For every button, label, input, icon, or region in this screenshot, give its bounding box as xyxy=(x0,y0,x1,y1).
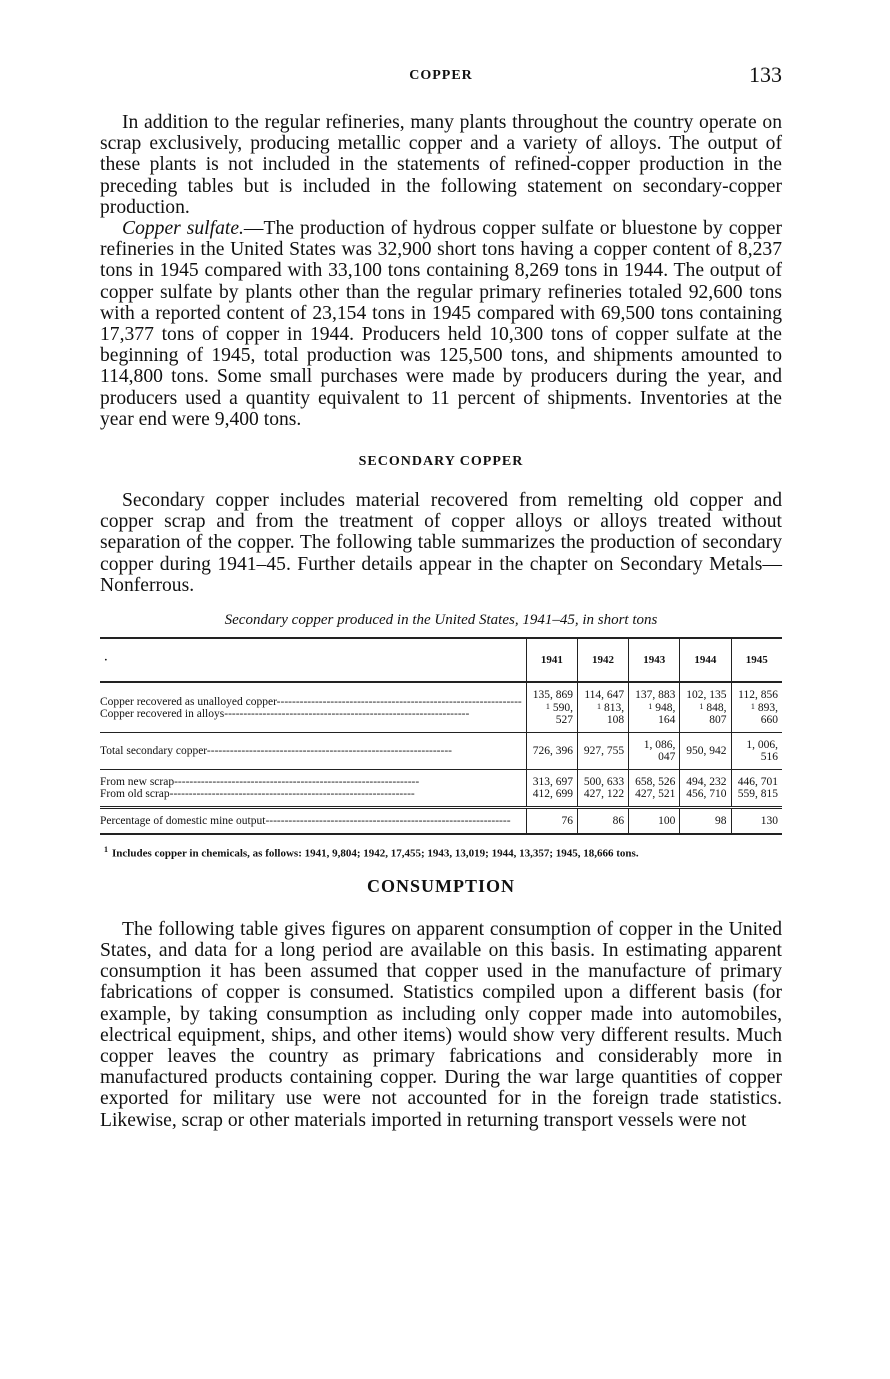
footnote-marker: 1 xyxy=(597,702,602,712)
row-label: From new scrap xyxy=(100,776,175,789)
row-label: Total secondary copper xyxy=(100,745,207,758)
table-cell: 427, 521 xyxy=(635,788,676,801)
table-cell: 1, 006, 516 xyxy=(731,733,782,770)
heading-consumption: CONSUMPTION xyxy=(366,875,515,896)
page-number: 133 xyxy=(749,62,782,87)
footnote-marker: 1 xyxy=(648,702,653,712)
heading-secondary-copper: SECONDARY COPPER xyxy=(358,454,524,470)
table-cell: 950, 942 xyxy=(680,733,731,770)
table-cell: 948, 164 xyxy=(655,702,676,727)
table-cell: 114, 647 xyxy=(584,689,625,702)
table-footnote xyxy=(100,845,782,860)
document-page xyxy=(100,62,782,1131)
table-cell: 893, 660 xyxy=(757,702,778,727)
year-header: 1943 xyxy=(629,638,680,682)
row-label: Copper recovered as unalloyed copper xyxy=(100,695,277,708)
table-cell: 813, 108 xyxy=(604,702,625,727)
table-cell: 86 xyxy=(577,808,628,835)
paragraph-refineries: In addition to the regular refineries, many plants throughout the country operate on scrap exclusively, producing metallic copper and a variety of alloys. The output of these plants is not included in the statements of refined-copper production in the preceding tables but is included in the following statement on secondary-copper production. xyxy=(100,112,782,218)
table-caption: Secondary copper produced in the United States, 1941–45, in short tons xyxy=(224,612,658,629)
footnote-marker: 1 xyxy=(699,702,704,712)
table-cell: 412, 699 xyxy=(532,788,573,801)
table-cell: 590, 527 xyxy=(552,702,573,727)
table-cell: 112, 856 xyxy=(738,689,778,702)
footnote-marker: 1 xyxy=(545,702,550,712)
year-header: 1942 xyxy=(577,638,628,682)
secondary-copper-table xyxy=(100,637,782,835)
table-row-recovered: Copper recovered as unalloyed copper---------------------------------------------------------------- Copper recovered in alloys---------------------------------------------------------------- 135, 869 $^1$ 590, 527 114, 647 $^1$ 813, 108 137, 883 $^1$ 948, 164 102, 135 $^1$ 848, 807 112, 856 $^1$ 893, 660 xyxy=(100,682,782,733)
table-row-scrap: From new scrap---------------------------------------------------------------- From old scrap---------------------------------------------------------------- 313, 697 412, 699 500, 633 427, 122 658, 526 427, 521 494, 232 456, 710 446, 701 559, 815 xyxy=(100,770,782,808)
footnote-marker: 1 xyxy=(750,702,755,712)
table-cell: 76 xyxy=(526,808,577,835)
table-cell: 726, 396 xyxy=(526,733,577,770)
table-cell: 848, 807 xyxy=(706,702,727,727)
year-header: 1945 xyxy=(731,638,782,682)
table-cell: 313, 697 xyxy=(532,776,573,789)
table-cell: 98 xyxy=(680,808,731,835)
running-title: COPPER xyxy=(409,68,473,83)
table-cell: 135, 869 xyxy=(532,689,573,702)
table-cell: 494, 232 xyxy=(686,776,727,789)
table-cell: 927, 755 xyxy=(577,733,628,770)
table-cell: 446, 701 xyxy=(737,776,778,789)
table-cell: 130 xyxy=(731,808,782,835)
table-cell: 1, 086, 047 xyxy=(629,733,680,770)
footnote-text: Includes copper in chemicals, as follows: 1941, 9,804; 1942, 17,455; 1943, 13,019; 1944, 13,357; 1945, 18,666 tons. xyxy=(112,847,639,860)
row-label: Percentage of domestic mine output xyxy=(100,815,266,828)
paragraph-consumption: The following table gives figures on apparent consumption of copper in the United States, and data for a long period are available on this basis. In estimating apparent consumption it has been assumed that copper used in the manufacture of primary fabrications of copper is consumed. Statistics compiled upon a different basis (for example, by taking consumption as including only copper made into automobiles, electrical equipment, ships, and other items) would show very different results. Much copper leaves the country as primary fabrications and considerably more in manufactured products containing copper. During the war large quantities of copper exported for military use were not accounted for in the foreign trade statistics. Likewise, scrap or other materials imported in returning transport vessels were not xyxy=(100,918,782,1131)
row-label: Copper recovered in alloys xyxy=(100,707,225,720)
table-cell: 500, 633 xyxy=(583,776,625,789)
running-head xyxy=(100,62,782,92)
year-header: 1944 xyxy=(680,638,731,682)
year-header: 1941 xyxy=(526,638,577,682)
table-header-row xyxy=(100,638,782,682)
copper-sulfate-lead: Copper sulfate. xyxy=(122,218,244,240)
table-row-percentage: Percentage of domestic mine output---------------------------------------------------------------- 76 86 100 98 130 xyxy=(100,808,782,835)
paragraph-secondary-copper: Secondary copper includes material recovered from remelting old copper and copper scrap and from the treatment of copper alloys or alloys treated without separation of the copper. The following table summarizes the production of secondary copper during 1941–45. Further details appear in the chapter on Secondary Metals—Nonferrous. xyxy=(100,490,782,596)
table-row-total: Total secondary copper---------------------------------------------------------------- 726, 396 927, 755 1, 086, 047 950, 942 1, 006, 516 xyxy=(100,733,782,770)
footnote-marker: 1 xyxy=(104,845,108,855)
stub-header: · xyxy=(100,638,526,682)
row-label: From old scrap xyxy=(100,788,170,801)
paragraph-copper-sulfate xyxy=(100,218,782,430)
table-cell: 456, 710 xyxy=(686,788,727,801)
table-cell: 658, 526 xyxy=(635,776,676,789)
table-cell: 427, 122 xyxy=(583,788,625,801)
table-cell: 102, 135 xyxy=(686,689,727,702)
table-cell: 137, 883 xyxy=(635,689,676,702)
table-cell: 559, 815 xyxy=(737,788,778,801)
table-cell: 100 xyxy=(629,808,680,835)
copper-sulfate-text: —The production of hydrous copper sulfate or bluestone by copper refineries in the United States was 32,900 short tons having a copper content of 8,237 tons in 1945 compared with 33,100 tons containing 8,269 tons in 1944. The output of copper sulfate by plants other than the regular primary refineries totaled 92,600 tons with a reported content of 23,154 tons in 1945 compared with 69,500 tons containing 17,377 tons of copper in 1944. Producers held 10,300 tons of copper sulfate at the beginning of 1945, total production was 125,500 tons, and shipments amounted to 114,800 tons. Some small purchases were made by producers during the year, and producers used a quantity equivalent to 11 percent of shipments. Inventories at the year end were 9,400 tons. xyxy=(100,218,783,430)
